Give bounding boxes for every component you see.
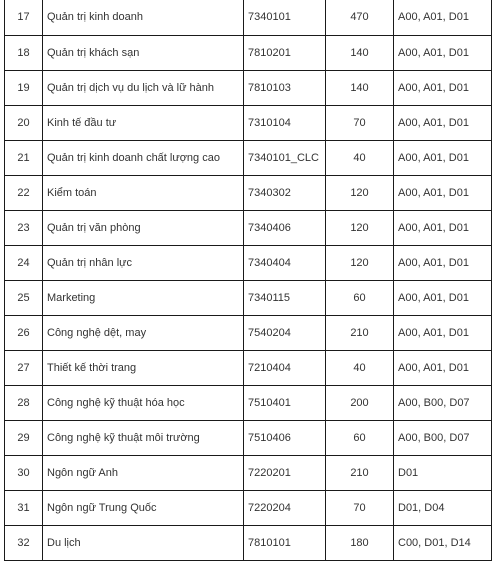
subject-combination-cell: A00, A01, D01: [394, 245, 492, 280]
subject-combination-cell: A00, A01, D01: [394, 105, 492, 140]
table-row: [5, 35, 492, 70]
row-number-cell: 29: [5, 420, 43, 455]
major-name-cell: Kiểm toán: [43, 175, 244, 210]
major-code-cell: 7510401: [244, 385, 326, 420]
major-code-cell: 7340406: [244, 210, 326, 245]
major-code-cell: 7810201: [244, 35, 326, 70]
table-row: [5, 70, 492, 105]
quota-cell: 140: [326, 35, 394, 70]
major-code-cell: 7220204: [244, 490, 326, 525]
major-name-cell: Kinh tế đầu tư: [43, 105, 244, 140]
major-code-cell: 7340404: [244, 245, 326, 280]
subject-combination-cell: A00, A01, D01: [394, 35, 492, 70]
major-name-cell: Marketing: [43, 280, 244, 315]
row-number-cell: 32: [5, 525, 43, 560]
major-code-cell: 7510406: [244, 420, 326, 455]
major-code-cell: 7340101: [244, 0, 326, 35]
row-number-cell: 21: [5, 140, 43, 175]
subject-combination-cell: A00, A01, D01: [394, 175, 492, 210]
major-name-cell: Quản trị nhân lực: [43, 245, 244, 280]
table-row: [5, 175, 492, 210]
quota-cell: 210: [326, 315, 394, 350]
major-name-cell: Công nghệ kỹ thuật môi trường: [43, 420, 244, 455]
row-number-cell: 24: [5, 245, 43, 280]
table-row: [5, 140, 492, 175]
row-number-cell: 23: [5, 210, 43, 245]
row-number-cell: 25: [5, 280, 43, 315]
table-row: [5, 455, 492, 490]
subject-combination-cell: A00, A01, D01: [394, 315, 492, 350]
table-row: [5, 350, 492, 385]
quota-cell: 70: [326, 105, 394, 140]
subject-combination-cell: A00, A01, D01: [394, 280, 492, 315]
subject-combination-cell: A00, A01, D01: [394, 210, 492, 245]
major-name-cell: Ngôn ngữ Anh: [43, 455, 244, 490]
subject-combination-cell: C00, D01, D14: [394, 525, 492, 560]
major-code-cell: 7810101: [244, 525, 326, 560]
major-name-cell: Du lịch: [43, 525, 244, 560]
quota-cell: 40: [326, 350, 394, 385]
major-code-cell: 7540204: [244, 315, 326, 350]
subject-combination-cell: A00, A01, D01: [394, 0, 492, 35]
major-name-cell: Quản trị văn phòng: [43, 210, 244, 245]
table-row: [5, 105, 492, 140]
admissions-table-body: [5, 0, 492, 560]
major-name-cell: Ngôn ngữ Trung Quốc: [43, 490, 244, 525]
major-name-cell: Công nghệ dệt, may: [43, 315, 244, 350]
quota-cell: 40: [326, 140, 394, 175]
major-name-cell: Quản trị kinh doanh chất lượng cao: [43, 140, 244, 175]
subject-combination-cell: A00, A01, D01: [394, 140, 492, 175]
table-row: [5, 525, 492, 560]
subject-combination-cell: D01, D04: [394, 490, 492, 525]
major-name-cell: Công nghệ kỹ thuật hóa học: [43, 385, 244, 420]
subject-combination-cell: A00, A01, D01: [394, 350, 492, 385]
row-number-cell: 17: [5, 0, 43, 35]
major-code-cell: 7340302: [244, 175, 326, 210]
table-row: [5, 385, 492, 420]
subject-combination-cell: D01: [394, 455, 492, 490]
quota-cell: 210: [326, 455, 394, 490]
major-name-cell: Quản trị khách sạn: [43, 35, 244, 70]
table-row: [5, 280, 492, 315]
table-row: [5, 245, 492, 280]
major-code-cell: 7310104: [244, 105, 326, 140]
quota-cell: 140: [326, 70, 394, 105]
row-number-cell: 26: [5, 315, 43, 350]
quota-cell: 70: [326, 490, 394, 525]
row-number-cell: 28: [5, 385, 43, 420]
major-code-cell: 7340115: [244, 280, 326, 315]
table-row: [5, 490, 492, 525]
quota-cell: 200: [326, 385, 394, 420]
major-code-cell: 7340101_CLC: [244, 140, 326, 175]
table-row: [5, 0, 492, 35]
row-number-cell: 22: [5, 175, 43, 210]
quota-cell: 60: [326, 420, 394, 455]
row-number-cell: 18: [5, 35, 43, 70]
table-row: [5, 210, 492, 245]
major-code-cell: 7210404: [244, 350, 326, 385]
admissions-table: [4, 0, 492, 561]
table-row: [5, 420, 492, 455]
major-name-cell: Quản trị kinh doanh: [43, 0, 244, 35]
row-number-cell: 30: [5, 455, 43, 490]
major-name-cell: Quản trị dịch vụ du lịch và lữ hành: [43, 70, 244, 105]
row-number-cell: 19: [5, 70, 43, 105]
quota-cell: 180: [326, 525, 394, 560]
row-number-cell: 27: [5, 350, 43, 385]
quota-cell: 60: [326, 280, 394, 315]
row-number-cell: 31: [5, 490, 43, 525]
table-row: [5, 315, 492, 350]
quota-cell: 120: [326, 210, 394, 245]
quota-cell: 470: [326, 0, 394, 35]
major-code-cell: 7810103: [244, 70, 326, 105]
subject-combination-cell: A00, A01, D01: [394, 70, 492, 105]
subject-combination-cell: A00, B00, D07: [394, 385, 492, 420]
subject-combination-cell: A00, B00, D07: [394, 420, 492, 455]
quota-cell: 120: [326, 175, 394, 210]
major-name-cell: Thiết kế thời trang: [43, 350, 244, 385]
row-number-cell: 20: [5, 105, 43, 140]
major-code-cell: 7220201: [244, 455, 326, 490]
quota-cell: 120: [326, 245, 394, 280]
